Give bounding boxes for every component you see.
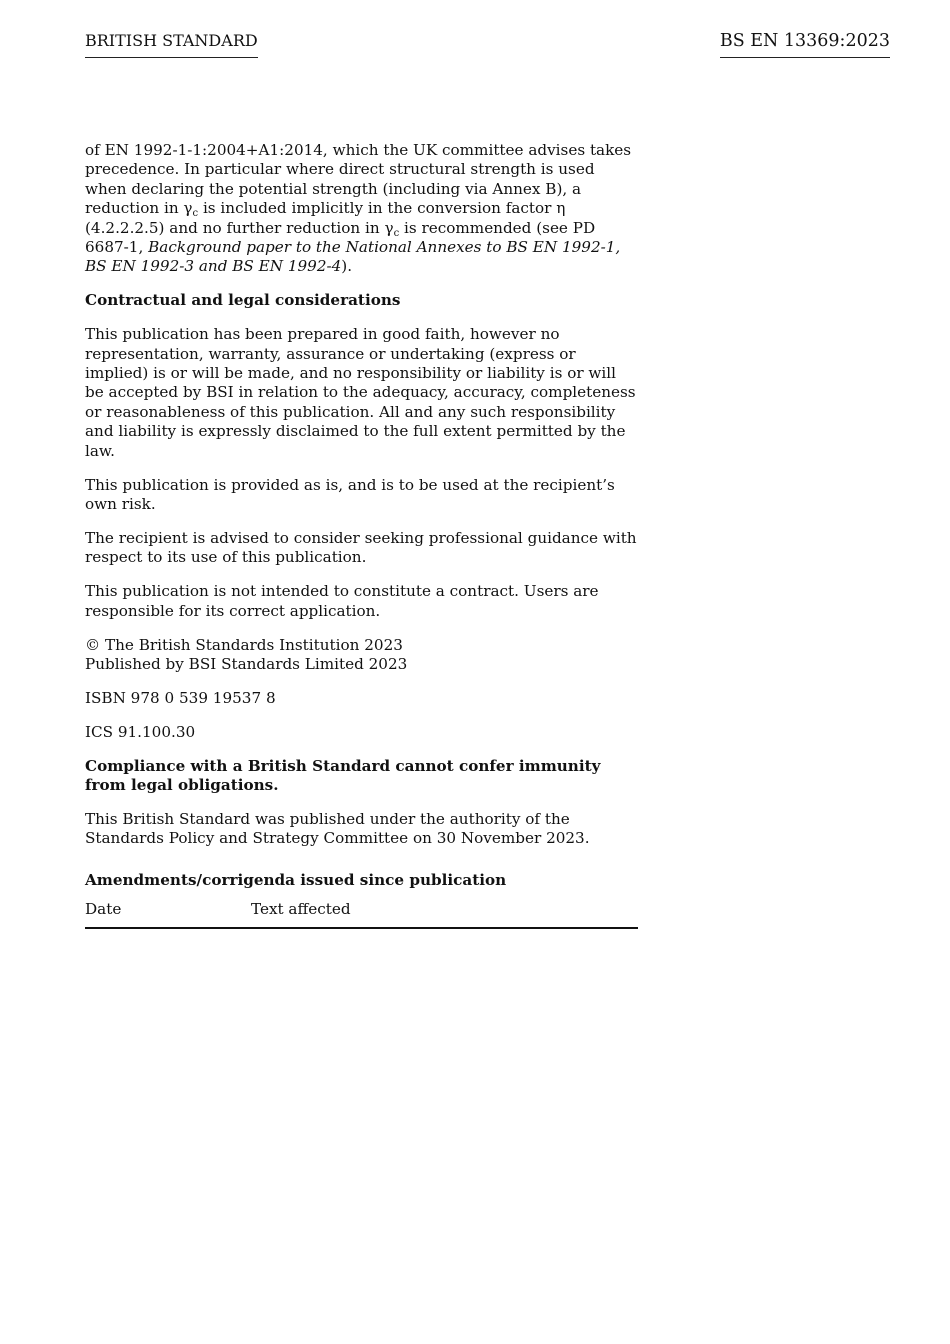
contract-paragraph: This publication is not intended to constitute a contract. Users are responsible for its correct application. [85,582,599,620]
copyright-block: © The British Standards Institution 2023 Published by BSI Standards Limited 2023 [85,635,408,673]
authority-paragraph: This British Standard was published under the authority of the Standards Policy and Strategy Committee on 30 November 2023. [85,809,590,848]
isbn: ISBN 978 0 539 19537 8 [85,688,276,707]
amendments-table [85,900,638,928]
column-header-text-affected: Text affected [251,900,638,927]
ics: ICS 91.100.30 [85,722,196,741]
running-header-right: BS EN 13369:2023 [720,31,890,58]
page-content [85,141,638,929]
amendments-heading: Amendments/corrigenda issued since publication [85,870,507,889]
contractual-heading: Contractual and legal considerations [85,291,401,310]
column-header-date: Date [85,900,251,927]
guidance-paragraph: The recipient is advised to consider seeking professional guidance with respect to its use of this publication. [85,528,637,567]
compliance-statement: Compliance with a British Standard cannot confer immunity from legal obligations. [85,756,601,795]
disclaimer-paragraph: This publication has been prepared in good faith, however no representation, warranty, assurance or undertaking (express or implied) is or will be made, and no responsibility or liability is or will be accepted by BSI in relation to the adequacy, accuracy, completeness or reasonableness of this publication. All and any such responsibility and liability is expressly disclaimed to the full extent permitted by the law. [85,325,636,460]
risk-paragraph: This publication is provided as is, and is to be used at the recipient’s own risk. [85,475,615,513]
publication-title: Background paper to the National Annexes to BS EN 1992-1, BS EN 1992-3 and BS EN 1992-4 [85,238,621,276]
intro-paragraph: of EN 1992-1-1:2004+A1:2014, which the UK committee advises takes precedence. In particular where direct structural strength is used when declaring the potential strength (including via Annex B), a reduction in $\gamma_c$ is included implicitly in the conversion factor η (4.2.2.2.5) and no further reduction in $\gamma_c$ is recommended (see PD 6687-1, Background paper to the National Annexes to BS EN 1992-1, BS EN 1992-3 and BS EN 1992-4). [85,141,632,276]
running-header-left: BRITISH STANDARD [85,31,258,58]
